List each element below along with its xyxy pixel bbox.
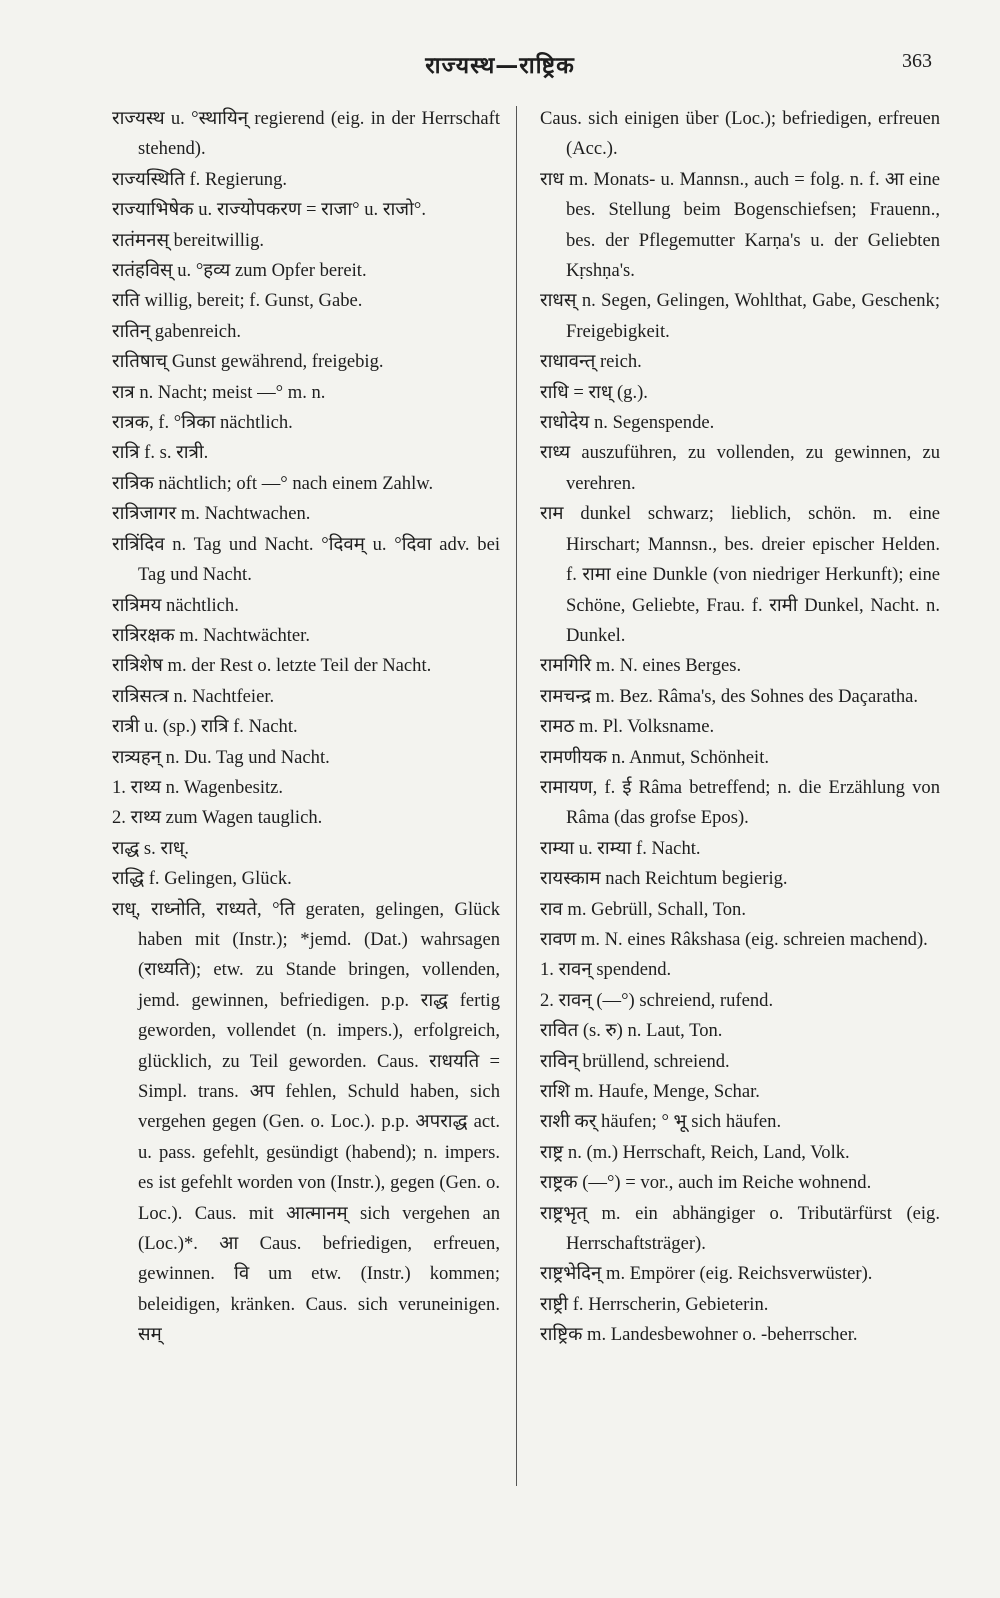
dictionary-entry: 2. रावन् (—°) schreiend, rufend. <box>540 989 774 1011</box>
dictionary-entry: रावित (s. रु) n. Laut, Ton. <box>540 1020 723 1042</box>
dictionary-entry: रात्री u. (sp.) रात्रि f. Nacht. <box>112 716 298 738</box>
dictionary-entry: रामणीयक n. Anmut, Schönheit. <box>540 746 770 768</box>
dictionary-entry: रातिषाच् Gunst gewährend, freigebig. <box>112 351 384 373</box>
dictionary-entry: रात्रि f. s. रात्री. <box>112 442 209 464</box>
dictionary-entry: राष्ट्रभेदिन् m. Empörer (eig. Reichsverwüster). <box>540 1263 873 1285</box>
dictionary-entry: रातंमनस् bereitwillig. <box>112 229 265 251</box>
dictionary-entry: राष्ट्रभृत् m. ein abhängiger o. Tributärfürst (eig. Herrschaftsträger). <box>540 1202 940 1255</box>
dictionary-entry: राध m. Monats- u. Mannsn., auch = folg. n. f. आ eine bes. Stellung beim Bogenschiefsen; Frauenn., bes. der Pflegemutter Karṇa's u. der Geliebten Kṛshṇa's. <box>540 168 940 282</box>
dictionary-entry: राम्या u. राम्या f. Nacht. <box>540 837 701 859</box>
dictionary-entry: रात्रिमय nächtlich. <box>112 594 239 616</box>
dictionary-entry: राद्धि f. Gelingen, Glück. <box>112 868 292 890</box>
dictionary-entry: राज्यस्थ u. °स्थायिन् regierend (eig. in der Herrschaft stehend). <box>112 108 500 160</box>
dictionary-entry: राशि m. Haufe, Menge, Schar. <box>540 1081 760 1102</box>
left-column <box>112 104 500 1351</box>
column-divider <box>516 106 517 1486</box>
dictionary-entry: रात्र्यहन् n. Du. Tag und Nacht. <box>112 746 330 768</box>
dictionary-entry: राविन् brüllend, schreiend. <box>540 1050 730 1072</box>
page-header <box>0 44 1000 84</box>
dictionary-entry: रामठ m. Pl. Volksname. <box>540 716 715 738</box>
dictionary-entry: राध्य auszuführen, zu vollenden, zu gewinnen, zu verehren. <box>540 442 940 494</box>
dictionary-entry: रात्रिंदिव n. Tag und Nacht. °दिवम् u. °दिवा adv. bei Tag und Nacht. <box>112 533 500 586</box>
dictionary-entry: रात्रिशेष m. der Rest o. letzte Teil der Nacht. <box>112 655 432 677</box>
dictionary-entry: राद्ध s. राध्. <box>112 837 189 859</box>
dictionary-entry: रातंहविस् u. °हव्य zum Opfer bereit. <box>112 260 367 282</box>
dictionary-entry: 1. रावन् spendend. <box>540 959 672 981</box>
right-column <box>540 104 940 1351</box>
dictionary-entry: रात्रिसत्त्र n. Nachtfeier. <box>112 685 275 707</box>
dictionary-entry: राव m. Gebrüll, Schall, Ton. <box>540 898 746 920</box>
dictionary-entry: राष्ट्री f. Herrscherin, Gebieterin. <box>540 1293 769 1315</box>
dictionary-entry: राष्ट्रिक m. Landesbewohner o. -beherrscher. <box>540 1324 858 1346</box>
dictionary-entry: राधावन्त् reich. <box>540 351 642 373</box>
dictionary-entry: राज्यस्थिति f. Regierung. <box>112 168 288 190</box>
dictionary-entry: रात्र n. Nacht; meist —° m. n. <box>112 381 326 403</box>
dictionary-entry: 1. राथ्य n. Wagenbesitz. <box>112 776 284 798</box>
dictionary-entry: राष्ट्र n. (m.) Herrschaft, Reich, Land, Volk. <box>540 1141 850 1163</box>
dictionary-entry: रामचन्द्र m. Bez. Râma's, des Sohnes des Daçaratha. <box>540 685 919 707</box>
dictionary-entry: राशी कर् häufen; ° भू sich häufen. <box>540 1111 782 1133</box>
dictionary-entry: रातिन् gabenreich. <box>112 320 242 342</box>
dictionary-entry: राधोदेय n. Segenspende. <box>540 412 715 434</box>
dictionary-entry: रायस्काम nach Reichtum begierig. <box>540 868 788 890</box>
dictionary-entry: राति willig, bereit; f. Gunst, Gabe. <box>112 290 363 312</box>
dictionary-entry: रावण m. N. eines Râkshasa (eig. schreien machend). <box>540 928 928 950</box>
dictionary-entry: राज्याभिषेक u. राज्योपकरण = राजा° u. राजो°. <box>112 199 426 221</box>
page-number: 363 <box>902 50 932 72</box>
dictionary-entry: रात्रक, f. °त्रिका nächtlich. <box>112 412 293 434</box>
dictionary-entry: राध्, राध्नोति, राध्यते, °ति geraten, gelingen, Glück haben mit (Instr.); *jemd. (Dat.) wahrsagen (राध्यति); etw. zu Stande bringen, vollenden, jemd. gewinnen, befriedigen. p.p. राद्ध fertig geworden, vollendet (n. impers.), erfolgreich, glücklich, zu Teil geworden. Caus. राधयति = Simpl. trans. अप fehlen, Schuld haben, sich vergehen gegen (Gen. o. Loc.). p.p. अपराद्ध act. u. pass. gefehlt, gesündigt (habend); n. impers. es ist gefehlt worden von (Instr.), gegen (Gen. o. Loc.). Caus. mit आत्मानम् sich vergehen an (Loc.)*. आ Caus. befriedigen, erfreuen, gewinnen. वि um etw. (Instr.) kommen; beleidigen, kränken. Caus. sich veruneinigen. सम् <box>112 898 500 1346</box>
dictionary-entry: रात्रिरक्षक m. Nachtwächter. <box>112 624 310 646</box>
running-head: राज्यस्थ—राष्ट्रिक <box>425 53 575 79</box>
dictionary-entry: रात्रिजागर m. Nachtwachen. <box>112 503 311 525</box>
dictionary-entry: राम dunkel schwarz; lieblich, schön. m. eine Hirschart; Mannsn., bes. dreier epischer Helden. f. रामा eine Dunkle (von niedriger Herkunft); eine Schöne, Geliebte, Frau. f. रामी Dunkel, Nacht. n. Dunkel. <box>540 503 940 646</box>
dictionary-entry: रात्रिक nächtlich; oft —° nach einem Zahlw. <box>112 472 434 494</box>
dictionary-entry: रामायण, f. ई Râma betreffend; n. die Erzählung von Râma (das grofse Epos). <box>540 776 940 829</box>
dictionary-entry: राष्ट्रक (—°) = vor., auch im Reiche wohnend. <box>540 1172 872 1194</box>
dictionary-entry: रामगिरि m. N. eines Berges. <box>540 655 742 677</box>
dictionary-entry: 2. राथ्य zum Wagen tauglich. <box>112 807 323 829</box>
dictionary-entry: राधि = राध् (g.). <box>540 381 648 403</box>
dictionary-entry: Caus. sich einigen über (Loc.); befriedigen, erfreuen (Acc.). <box>540 108 940 160</box>
dictionary-entry: राधस् n. Segen, Gelingen, Wohlthat, Gabe, Geschenk; Freigebigkeit. <box>540 290 940 342</box>
